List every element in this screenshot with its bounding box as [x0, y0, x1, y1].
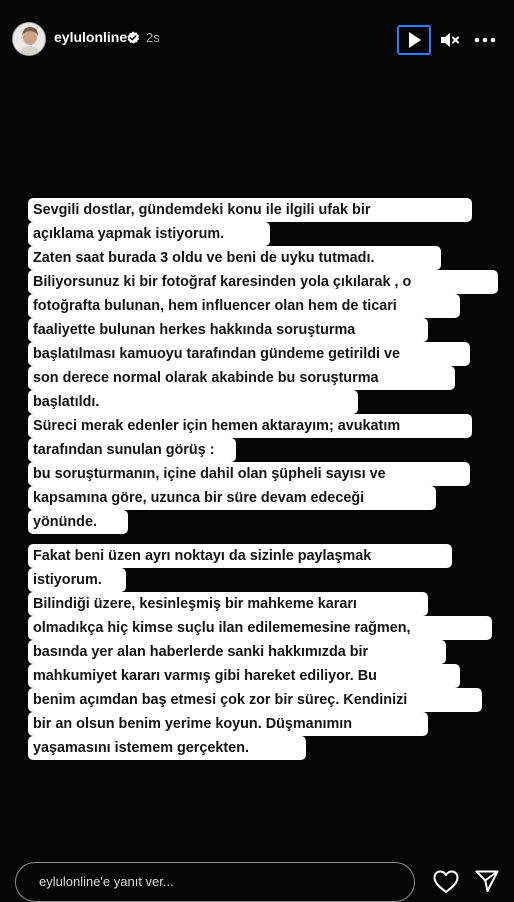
story-text-line: faaliyette bulunan herkes hakkında soruşturma: [28, 318, 428, 342]
story-text-line: Süreci merak edenler için hemen aktarayım; avukatım: [28, 414, 472, 438]
story-text-line: Sevgili dostlar, gündemdeki konu ile ilgili ufak bir: [28, 198, 472, 222]
story-text-line: basında yer alan haberlerde sanki hakkımızda bir: [28, 640, 446, 664]
story-text-line: Biliyorsunuz ki bir fotoğraf karesinden yola çıkılarak , o: [28, 270, 498, 294]
story-text-line: benim açımdan baş etmesi çok zor bir süreç. Kendinizi: [28, 688, 482, 712]
story-text-line: Bilindiği üzere, kesinleşmiş bir mahkeme kararı: [28, 592, 428, 616]
story-text-line: bu soruşturmanın, içine dahil olan şüpheli sayısı ve: [28, 462, 470, 486]
story-text-line: istiyorum.: [28, 568, 126, 592]
story-text-line: açıklama yapmak istiyorum.: [28, 222, 270, 246]
story-text-line: Zaten saat burada 3 oldu ve beni de uyku tutmadı.: [28, 246, 441, 270]
story-text-line: kapsamına göre, uzunca bir süre devam edeceği: [28, 486, 436, 510]
reply-input[interactable]: [15, 862, 415, 902]
story-text-line: mahkumiyet kararı varmış gibi hareket ediliyor. Bu: [28, 664, 460, 688]
username[interactable]: eylulonline: [54, 29, 128, 45]
story-text-line: bir an olsun benim yerime koyun. Düşmanımın: [28, 712, 428, 736]
avatar-image: [13, 23, 46, 56]
story-text-line: başlatıldı.: [28, 390, 358, 414]
story-text-line: yaşamasını istemem gerçekten.: [28, 736, 306, 760]
story-text-line: fotoğrafta bulunan, hem influencer olan hem de ticari: [28, 294, 460, 318]
story-text-line: Fakat beni üzen ayrı noktayı da sizinle paylaşmak: [28, 544, 452, 568]
play-button[interactable]: [397, 25, 431, 55]
post-timestamp: 2s: [146, 30, 160, 45]
reply-placeholder: eylulonline'e yanıt ver...: [39, 874, 174, 889]
paper-plane-icon[interactable]: [474, 868, 500, 894]
story-header: [0, 0, 514, 80]
story-text-line: yönünde.: [28, 510, 128, 534]
heart-icon[interactable]: [432, 869, 460, 895]
story-text-line: olmadıkça hiç kimse suçlu ilan edilememesine rağmen,: [28, 616, 492, 640]
avatar[interactable]: [12, 22, 46, 56]
play-icon: [399, 27, 429, 53]
speaker-muted-icon[interactable]: [438, 28, 462, 52]
story-text-line: tarafından sunulan görüş :: [28, 438, 236, 462]
story-text-line: son derece normal olarak akabinde bu soruşturma: [28, 366, 455, 390]
verified-badge-icon: [126, 31, 140, 45]
story-text-line: başlatılması kamuoyu tarafından gündeme getirildi ve: [28, 342, 470, 366]
more-dots-icon[interactable]: [472, 28, 498, 52]
